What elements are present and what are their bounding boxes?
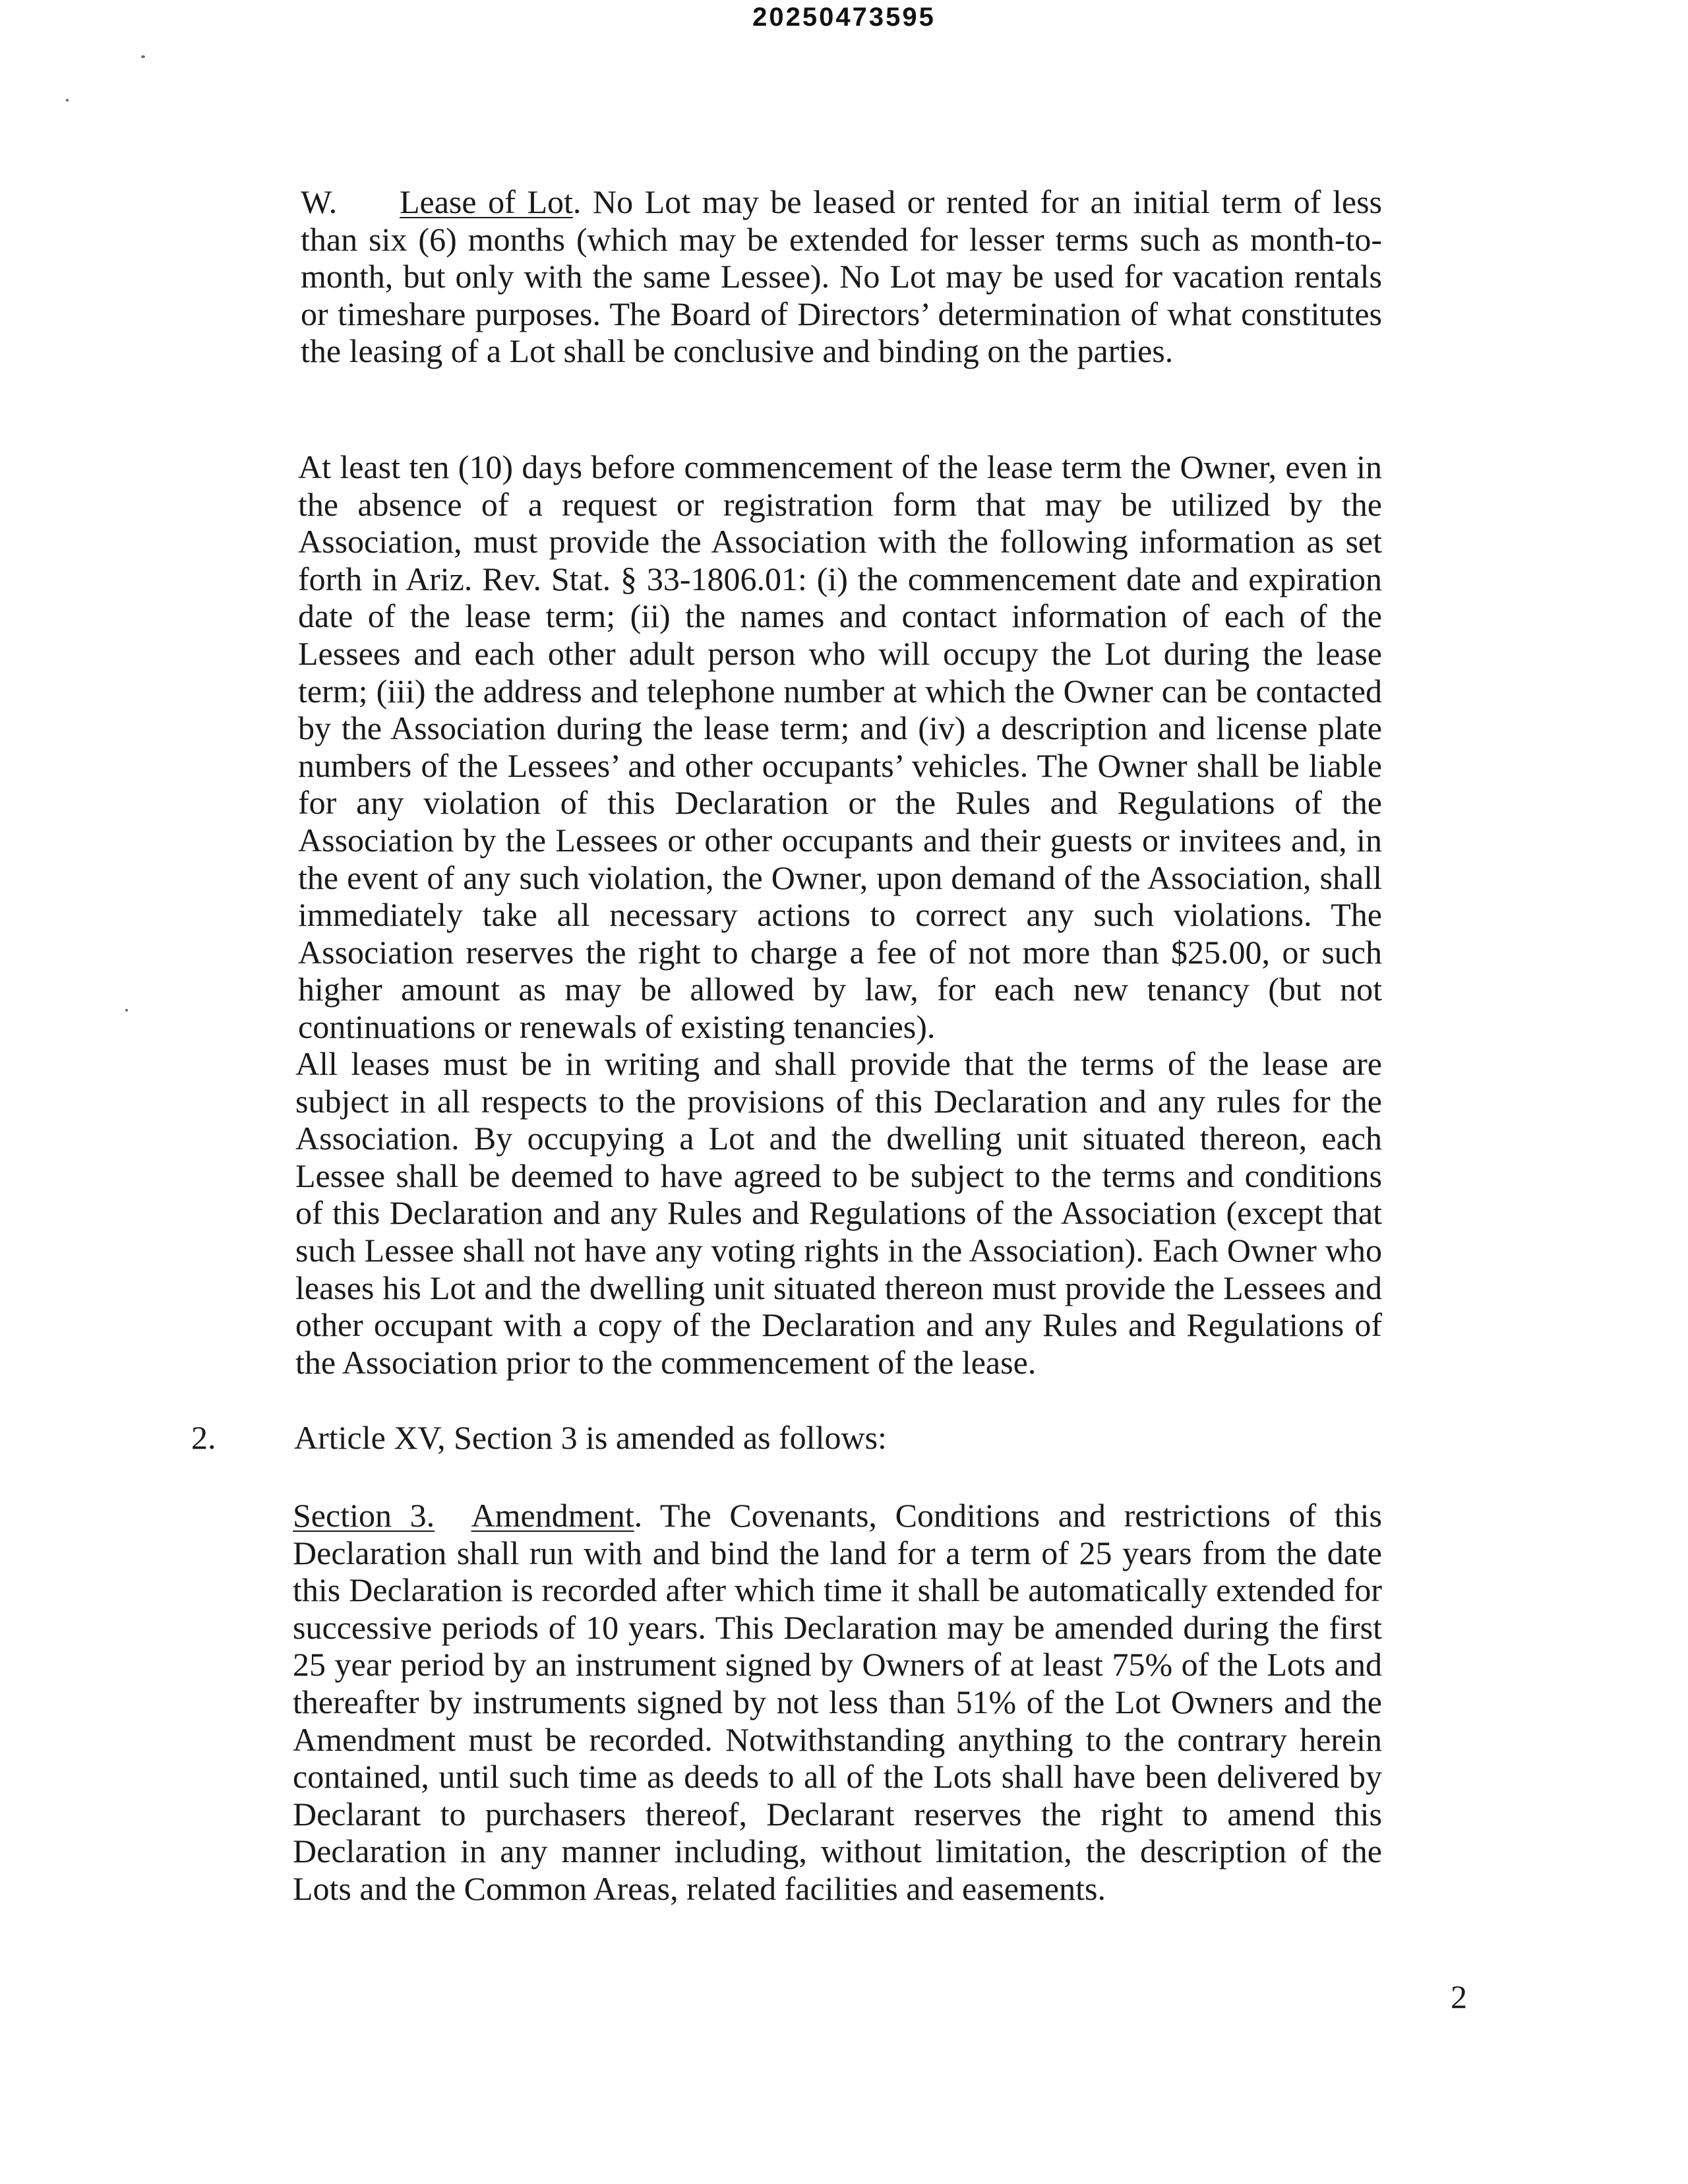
lease-writing-paragraph: All leases must be in writing and shall provide that the terms of the lease are subject in all respects to the provisions of this Declaration and any rules for the Association. By occupying a Lot and the dwelling unit situated thereon, each Lessee shall be deemed to have agreed to be subject to the terms and conditions of this Declaration and any Rules and Regulations of the Association (except that such Lessee shall not have any voting rights in the Association). Each Owner who leases his Lot and the dwelling unit situated thereon must provide the Lessees and other occupant with a copy of the Declaration and any Rules and Regulations of the Association prior to the commencement of the lease. xyxy=(295,1045,1382,1381)
lease-notice-paragraph: At least ten (10) days before commencement of the lease term the Owner, even in the absence of a request or registration form that may be utilized by the Association, must provide the Association with the following information as set forth in Ariz. Rev. Stat. § 33-1806.01: (i) the commencement date and expiration date of the lease term; (ii) the names and contact information of each of the Lessees and each other adult person who will occupy the Lot during the lease term; (iii) the address and telephone number at which the Owner can be contacted by the Association during the lease term; and (iv) a description and license plate numbers of the Lessees’ and other occupants’ vehicles. The Owner shall be liable for any violation of this Declaration or the Rules and Regulations of the Association by the Lessees or other occupants and their guests or invitees and, in the event of any such violation, the Owner, upon demand of the Association, shall immediately take all necessary actions to correct any such violations. The Association reserves the right to charge a fee of not more than $25.00, or such higher amount as may be allowed by law, for each new tenancy (but not continuations or renewals of existing tenancies). xyxy=(298,448,1382,1045)
section-3-label: Section 3. xyxy=(293,1497,435,1534)
section-w-paragraph xyxy=(301,183,1382,370)
scan-artifact xyxy=(125,1009,128,1012)
page-number: 2 xyxy=(1451,1978,1467,2015)
scan-artifact xyxy=(141,55,145,58)
section-3-title: Amendment xyxy=(471,1497,634,1534)
section-w-title-punct: . xyxy=(572,183,582,220)
section-3-paragraph xyxy=(293,1497,1382,1908)
scan-artifact xyxy=(66,99,69,102)
section-3-title-punct: . xyxy=(634,1497,643,1534)
amendment-item-text: Article XV, Section 3 is amended as follows: xyxy=(294,1419,887,1456)
section-w-label: W. xyxy=(301,183,338,220)
recording-number: 20250473595 xyxy=(752,3,936,32)
amendment-item-number: 2. xyxy=(191,1419,216,1456)
section-w-title: Lease of Lot xyxy=(400,183,573,220)
section-w-body: No Lot may be leased or rented for an initial term of less than six (6) months (which may be extended for lesser terms such as month-to-month, but only with the same Lessee). No Lot may be used for vacation rentals or timeshare purposes. The Board of Directors’ determination of what constitutes the leasing of a Lot shall be conclusive and binding on the parties. xyxy=(301,183,1382,370)
section-3-body: The Covenants, Conditions and restrictions of this Declaration shall run with and bind the land for a term of 25 years from the date this Declaration is recorded after which time it shall be automatically extended for successive periods of 10 years. This Declaration may be amended during the first 25 year period by an instrument signed by Owners of at least 75% of the Lots and thereafter by instruments signed by not less than 51% of the Lot Owners and the Amendment must be recorded. Notwithstanding anything to the contrary herein contained, until such time as deeds to all of the Lots shall have been delivered by Declarant to purchasers thereof, Declarant reserves the right to amend this Declaration in any manner including, without limitation, the description of the Lots and the Common Areas, related facilities and easements. xyxy=(293,1497,1383,1907)
